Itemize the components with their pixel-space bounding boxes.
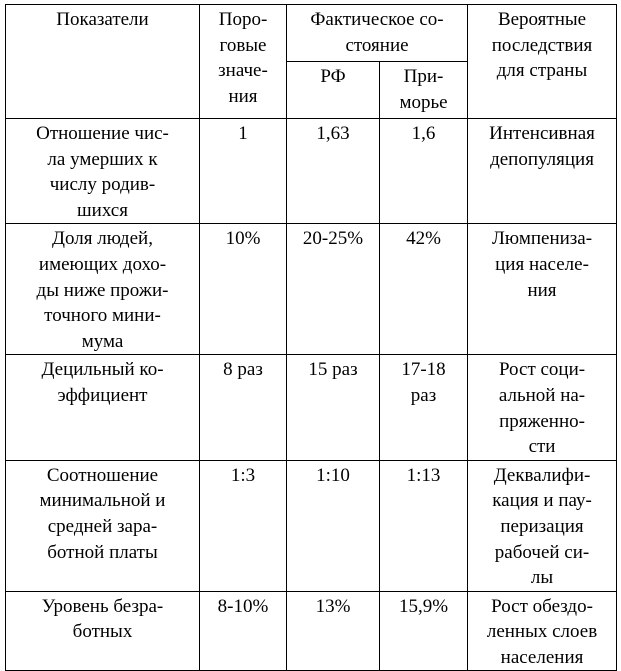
- cell-line: лы: [530, 567, 554, 589]
- cell-line: Децильный ко-: [41, 359, 164, 381]
- table-row: [6, 119, 617, 224]
- cell-line: раз: [410, 384, 437, 406]
- cell-line: 17-18: [401, 359, 446, 381]
- cell-line: Деквалифи-: [493, 464, 591, 486]
- row-threshold: [200, 119, 287, 224]
- cell-line: ция населе-: [495, 253, 589, 275]
- cell-line: 15,9%: [398, 595, 449, 617]
- row-consequence: [468, 355, 617, 460]
- row-indicator: [6, 460, 200, 591]
- cell-line: Уровень безра-: [41, 595, 164, 617]
- row-indicator: [6, 355, 200, 460]
- row-threshold: [200, 460, 287, 591]
- cell-line: стояние: [345, 34, 409, 56]
- header-indicators: [6, 5, 200, 119]
- cell-line: говые: [219, 34, 267, 56]
- cell-line: ния: [228, 85, 258, 107]
- cell-line: 13%: [315, 595, 351, 617]
- cell-line: ды ниже прожи-: [36, 279, 169, 301]
- cell-line: шихся: [77, 199, 128, 221]
- cell-line: 42%: [406, 228, 441, 250]
- cell-line: Рост соци-: [498, 359, 586, 381]
- cell-line: 1:10: [316, 464, 350, 486]
- row-rf: [287, 355, 380, 460]
- table-row: [6, 460, 617, 591]
- cell-line: Фактическое со-: [310, 9, 444, 30]
- row-rf: [287, 119, 380, 224]
- cell-line: ла умерших к: [47, 148, 158, 170]
- cell-line: перизация: [500, 515, 584, 537]
- row-threshold: [200, 591, 287, 671]
- cell-line: Соотношение: [46, 464, 159, 486]
- cell-line: средней зара-: [47, 515, 158, 537]
- cell-line: Доля людей,: [52, 228, 153, 250]
- cell-line: ния: [527, 279, 557, 301]
- header-actual-state: [287, 5, 468, 62]
- cell-line: ботной платы: [47, 541, 158, 563]
- cell-line: последствия: [491, 34, 593, 56]
- cell-line: точного мини-: [44, 305, 161, 327]
- table-row: [6, 224, 617, 355]
- cell-line: для страны: [496, 60, 588, 82]
- cell-line: депопуляция: [490, 148, 594, 170]
- row-consequence: [468, 224, 617, 355]
- cell-line: 8-10%: [217, 595, 269, 617]
- row-consequence: [468, 460, 617, 591]
- table-row: [6, 591, 617, 671]
- cell-line: Вероятные: [497, 9, 587, 30]
- cell-line: 1: [238, 123, 248, 144]
- row-indicator: [6, 224, 200, 355]
- cell-line: кация и пау-: [492, 490, 592, 512]
- cell-line: ленных слоев: [486, 621, 598, 643]
- cell-line: Люмпениза-: [491, 228, 593, 250]
- cell-line: 1:3: [230, 464, 256, 486]
- cell-line: 15 раз: [308, 359, 358, 381]
- row-threshold: [200, 355, 287, 460]
- cell-line: числу родив-: [49, 174, 156, 196]
- row-primorye: [380, 224, 468, 355]
- cell-line: РФ: [320, 66, 346, 87]
- cell-line: 20-25%: [302, 228, 364, 250]
- header-rf: [287, 62, 380, 119]
- row-consequence: [468, 591, 617, 671]
- cell-line: 1:13: [406, 464, 441, 486]
- cell-line: Поро-: [218, 9, 268, 30]
- row-primorye: [380, 460, 468, 591]
- indicators-table: [5, 4, 617, 671]
- header-primorye: [380, 62, 468, 119]
- cell-line: рабочей си-: [494, 541, 590, 563]
- cell-line: При-: [403, 66, 444, 87]
- row-consequence: [468, 119, 617, 224]
- cell-line: минимальной и: [39, 490, 166, 512]
- cell-line: Интенсивная: [489, 123, 595, 144]
- cell-line: пряженно-: [499, 410, 585, 432]
- table-row: [6, 355, 617, 460]
- cell-line: морье: [399, 91, 448, 113]
- cell-line: Показатели: [56, 9, 149, 30]
- cell-line: Отношение чис-: [36, 123, 169, 144]
- cell-line: 10%: [225, 228, 261, 250]
- row-rf: [287, 591, 380, 671]
- header-consequences: [468, 5, 617, 119]
- row-rf: [287, 460, 380, 591]
- cell-line: мума: [81, 330, 124, 352]
- row-primorye: [380, 355, 468, 460]
- cell-line: Рост обездо-: [491, 595, 593, 617]
- cell-line: населения: [500, 646, 584, 668]
- cell-line: альной на-: [498, 384, 586, 406]
- row-rf: [287, 224, 380, 355]
- cell-line: 1,63: [316, 123, 350, 144]
- row-primorye: [380, 591, 468, 671]
- cell-line: ботных: [72, 621, 133, 643]
- row-threshold: [200, 224, 287, 355]
- cell-line: сти: [528, 436, 556, 458]
- cell-line: эффициент: [57, 384, 148, 406]
- cell-line: 8 раз: [223, 359, 263, 381]
- row-primorye: [380, 119, 468, 224]
- header-threshold: [200, 5, 287, 119]
- cell-line: имеющих дохо-: [38, 253, 167, 275]
- row-indicator: [6, 591, 200, 671]
- cell-line: значе-: [218, 60, 268, 82]
- row-indicator: [6, 119, 200, 224]
- cell-line: 1,6: [411, 123, 436, 144]
